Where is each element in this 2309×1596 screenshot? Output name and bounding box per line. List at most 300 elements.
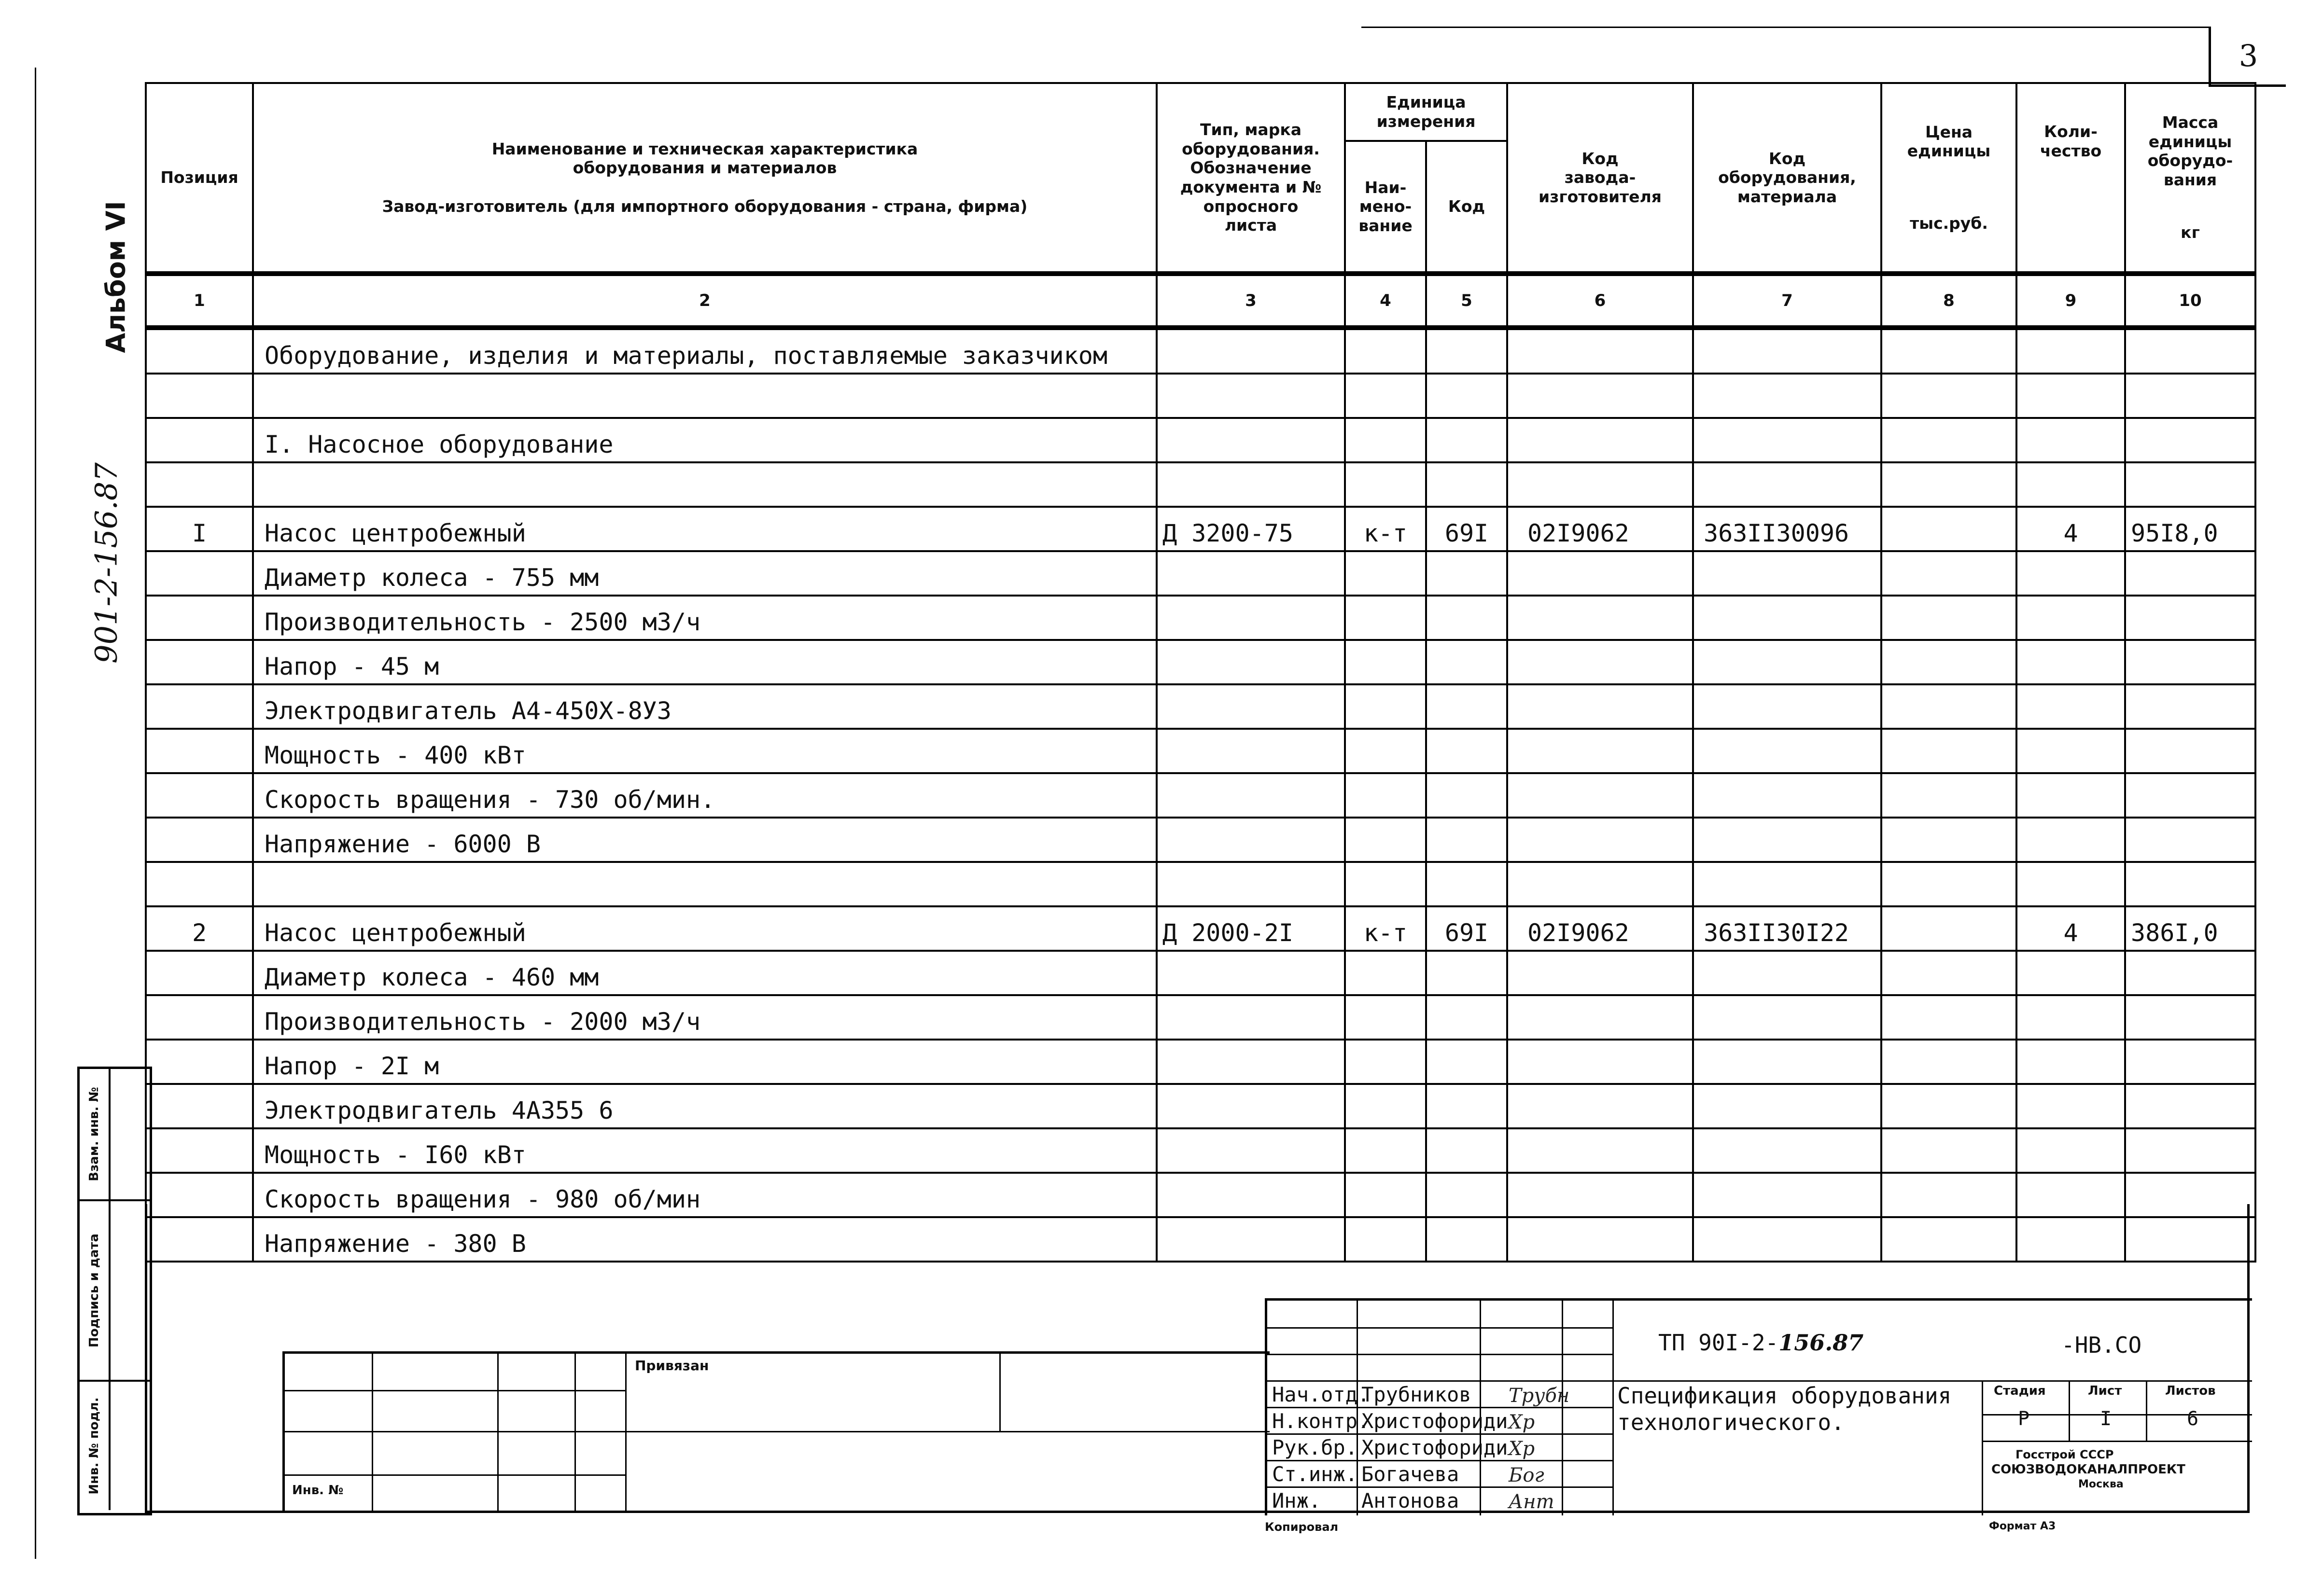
header-price-unit: тыс.руб. [1910,213,1988,233]
table-row [146,328,2255,374]
name-cell: Скорость вращения - 730 об/мин. [253,773,1157,818]
quantity-cell [2016,374,2125,418]
binding-reference-box [282,1351,1270,1513]
unit-code-cell [1426,684,1507,729]
name-cell: Напряжение - 6000 В [253,818,1157,862]
type-cell [1157,374,1345,418]
mass-cell [2125,640,2255,684]
col-number: 4 [1345,274,1426,328]
col-number: 6 [1507,274,1693,328]
album-label: Альбом VI [100,201,131,353]
table-row [146,729,2255,773]
unit-code-cell [1426,418,1507,462]
plant-code-cell [1507,1217,1693,1262]
plant-code-cell [1507,1040,1693,1084]
mass-cell [2125,596,2255,640]
document-suffix: -НВ.СО [2061,1332,2142,1358]
price-cell [1881,773,2016,818]
plant-code-cell [1507,551,1693,596]
table-row [146,640,2255,684]
plant-code-cell [1507,951,1693,995]
unit-code-cell [1426,1217,1507,1262]
equipment-code-cell [1693,862,1881,906]
unit-name-cell [1345,862,1426,906]
sheet-label: Лист [2088,1384,2122,1398]
position-cell [146,418,253,462]
table-row [146,1217,2255,1262]
name-cell [253,862,1157,906]
plant-code-cell: 02I9062 [1507,906,1693,951]
equipment-code-cell [1693,551,1881,596]
plant-code-cell [1507,328,1693,374]
header-type [1157,83,1345,274]
unit-code-cell [1426,596,1507,640]
plant-code-cell [1507,773,1693,818]
col-number: 3 [1157,274,1345,328]
type-cell [1157,328,1345,374]
mass-cell: 386I,0 [2125,906,2255,951]
equipment-code-cell: 363II30I22 [1693,906,1881,951]
unit-code-cell [1426,374,1507,418]
table-row [146,1040,2255,1084]
header-mass-line: единицы [2148,132,2232,151]
mass-cell [2125,551,2255,596]
name-cell: Диаметр колеса - 755 мм [253,551,1157,596]
name-cell: I. Насосное оборудование [253,418,1157,462]
name-cell: Скорость вращения - 980 об/мин [253,1173,1157,1217]
position-cell [146,951,253,995]
unit-name-cell [1345,328,1426,374]
unit-name-cell [1345,1128,1426,1173]
price-cell [1881,995,2016,1040]
table-row [146,1173,2255,1217]
price-cell [1881,418,2016,462]
price-cell [1881,462,2016,507]
signature: Трубн [1509,1385,1570,1407]
unit-code-cell: 69I [1426,507,1507,551]
type-cell [1157,640,1345,684]
quantity-cell: 4 [2016,906,2125,951]
unit-code-cell [1426,1084,1507,1128]
quantity-cell [2016,818,2125,862]
mass-cell [2125,773,2255,818]
mass-cell [2125,684,2255,729]
unit-name-cell [1345,374,1426,418]
strip-cell [80,1201,150,1382]
type-cell [1157,773,1345,818]
plant-code-cell [1507,640,1693,684]
header-mass-unit: кг [2181,223,2200,242]
unit-code-cell [1426,773,1507,818]
unit-name-cell [1345,773,1426,818]
name-cell: Напор - 45 м [253,640,1157,684]
sheet-value: I [2100,1408,2112,1430]
header-type-line: документа и № [1180,178,1322,196]
price-cell [1881,1217,2016,1262]
header-price-line: единицы [1907,141,1991,161]
signer-name: Христофориди [1361,1409,1508,1433]
price-cell [1881,818,2016,862]
plant-code-cell [1507,1084,1693,1128]
equipment-code-cell [1693,995,1881,1040]
price-cell [1881,374,2016,418]
frame-top-line [1361,27,2211,28]
copied-label: Копировал [1265,1520,1339,1534]
col-number: 10 [2125,274,2255,328]
specification-table [145,82,2256,1263]
header-type-line: листа [1224,216,1277,235]
table-row [146,951,2255,995]
unit-code-cell [1426,951,1507,995]
strip-label [80,1201,111,1380]
table-row [146,684,2255,729]
equipment-code-cell: 363II30096 [1693,507,1881,551]
unit-code-cell [1426,462,1507,507]
position-cell [146,1084,253,1128]
name-cell: Электродвигатель А4-450Х-8УЗ [253,684,1157,729]
mass-cell [2125,462,2255,507]
quantity-cell [2016,1084,2125,1128]
name-cell: Производительность - 2500 м3/ч [253,596,1157,640]
unit-code-cell [1426,818,1507,862]
col-number: 5 [1426,274,1507,328]
equipment-code-cell [1693,1217,1881,1262]
unit-code-cell [1426,995,1507,1040]
quantity-cell [2016,328,2125,374]
header-plant-code [1507,83,1693,274]
equipment-code-cell [1693,1040,1881,1084]
position-cell [146,862,253,906]
signer-role: Ст.инж. [1272,1462,1358,1486]
frame-left-line [35,68,36,1559]
equipment-code-cell [1693,462,1881,507]
table-row [146,374,2255,418]
equipment-code-cell [1693,729,1881,773]
price-cell [1881,684,2016,729]
type-cell [1157,818,1345,862]
price-cell [1881,328,2016,374]
header-unit-name [1345,141,1426,274]
title-block [1265,1298,2252,1515]
name-cell: Оборудование, изделия и материалы, поставляемые заказчиком [253,328,1157,374]
header-equip-line: оборудования, [1718,168,1856,187]
type-cell [1157,551,1345,596]
unit-code-cell [1426,1128,1507,1173]
price-cell [1881,1128,2016,1173]
table-row [146,862,2255,906]
header-position: Позиция [146,83,253,274]
document-code-printed: ТП 90I-2- [1658,1330,1779,1356]
unit-name-cell [1345,951,1426,995]
mass-cell [2125,1084,2255,1128]
equipment-code-cell [1693,684,1881,729]
signature: Бог [1509,1464,1544,1486]
plant-code-cell [1507,462,1693,507]
plant-code-cell [1507,374,1693,418]
header-unit-name-line: Наи- [1364,178,1407,197]
price-cell [1881,951,2016,995]
unit-code-cell [1426,328,1507,374]
position-cell [146,374,253,418]
quantity-cell [2016,462,2125,507]
unit-code-cell [1426,729,1507,773]
mass-cell [2125,1217,2255,1262]
mass-cell [2125,951,2255,995]
position-cell [146,1217,253,1262]
signer-name: Христофориди [1361,1436,1508,1459]
type-cell [1157,1040,1345,1084]
price-cell [1881,1173,2016,1217]
quantity-cell [2016,418,2125,462]
unit-code-cell [1426,640,1507,684]
position-cell [146,551,253,596]
type-cell [1157,1217,1345,1262]
position-cell: 2 [146,906,253,951]
name-cell: Насос центробежный [253,906,1157,951]
plant-code-cell [1507,1128,1693,1173]
unit-name-cell [1345,1084,1426,1128]
header-type-line: Обозначение [1190,158,1312,178]
position-cell [146,684,253,729]
name-cell: Мощность - 400 кВт [253,729,1157,773]
plant-code-cell: 02I9062 [1507,507,1693,551]
price-cell [1881,640,2016,684]
unit-name-cell [1345,729,1426,773]
price-cell [1881,507,2016,551]
equipment-code-cell [1693,1084,1881,1128]
price-cell [1881,906,2016,951]
position-cell [146,462,253,507]
quantity-cell [2016,596,2125,640]
mass-cell [2125,818,2255,862]
unit-name-cell [1345,596,1426,640]
strip-cell [80,1382,150,1510]
header-type-line: Тип, марка [1200,120,1301,139]
name-cell: Производительность - 2000 м3/ч [253,995,1157,1040]
position-cell [146,596,253,640]
mass-cell [2125,1173,2255,1217]
plant-code-cell [1507,862,1693,906]
type-cell [1157,729,1345,773]
name-cell: Напор - 2I м [253,1040,1157,1084]
equipment-code-cell [1693,418,1881,462]
header-qty-line: Коли- [2044,122,2098,141]
type-cell [1157,1173,1345,1217]
quantity-cell [2016,862,2125,906]
signer-role: Нач.отд. [1272,1383,1370,1406]
signer-role: Инж. [1272,1489,1321,1513]
header-plant-line: Код [1581,149,1619,168]
header-plant-line: завода- [1564,168,1636,187]
header-equipment-code [1693,83,1881,274]
col-number: 9 [2016,274,2125,328]
stage-value: Р [2018,1408,2030,1430]
quantity-cell [2016,1173,2125,1217]
header-name-line2: оборудования и материалов [573,158,837,178]
quantity-cell [2016,729,2125,773]
plant-code-cell [1507,684,1693,729]
name-cell: Насос центробежный [253,507,1157,551]
binding-strip [77,1067,152,1515]
header-equip-line: Код [1768,149,1806,168]
stage-label: Стадия [1994,1384,2046,1398]
unit-name-cell [1345,684,1426,729]
unit-name-cell [1345,462,1426,507]
header-quantity [2016,83,2125,274]
price-cell [1881,1040,2016,1084]
header-price [1881,83,2016,274]
mass-cell [2125,418,2255,462]
quantity-cell [2016,551,2125,596]
format-label: Формат А3 [1989,1520,2056,1532]
quantity-cell [2016,640,2125,684]
position-cell [146,995,253,1040]
price-cell [1881,862,2016,906]
header-mass-line: оборудо- [2147,151,2233,170]
strip-label [80,1382,111,1510]
header-type-line: оборудования. [1182,139,1320,158]
name-cell: Электродвигатель 4А355 6 [253,1084,1157,1128]
strip-label-text: Инв. № подл. [87,1397,101,1495]
org-line3: Москва [2078,1478,2124,1490]
unit-name-cell [1345,995,1426,1040]
quantity-cell [2016,684,2125,729]
position-cell [146,1128,253,1173]
signer-name: Трубников [1361,1383,1471,1406]
unit-name-cell: к-т [1345,906,1426,951]
header-name [253,83,1157,274]
org-line2: СОЮЗВОДОКАНАЛПРОЕКТ [1991,1462,2185,1477]
type-cell: Д 3200-75 [1157,507,1345,551]
unit-code-cell [1426,862,1507,906]
header-plant-line: изготовителя [1539,187,1662,206]
header-name-line1: Наименование и техническая характеристика [491,139,918,158]
header-unit-name-line: мено- [1359,197,1412,216]
table-row [146,995,2255,1040]
plant-code-cell [1507,995,1693,1040]
table-row [146,418,2255,462]
table-row [146,551,2255,596]
name-cell: Мощность - I60 кВт [253,1128,1157,1173]
equipment-code-cell [1693,1128,1881,1173]
table-row [146,773,2255,818]
header-unit-group [1345,83,1507,141]
strip-cell [80,1069,150,1201]
header-unit-line: измерения [1376,112,1476,131]
mass-cell: 95I8,0 [2125,507,2255,551]
position-cell [146,818,253,862]
signature: Хр [1509,1438,1535,1460]
unit-code-cell [1426,1040,1507,1084]
strip-label-text: Подпись и дата [87,1233,101,1348]
position-cell [146,640,253,684]
sheets-value: 6 [2187,1408,2199,1430]
plant-code-cell [1507,1173,1693,1217]
type-cell [1157,951,1345,995]
position-cell [146,1040,253,1084]
quantity-cell [2016,1040,2125,1084]
strip-label-text: Взам. инв. № [87,1087,101,1181]
header-mass [2125,83,2255,274]
position-cell [146,773,253,818]
header-unit-code: Код [1426,141,1507,274]
table-row [146,1128,2255,1173]
type-cell [1157,684,1345,729]
unit-name-cell: к-т [1345,507,1426,551]
page-number: 3 [2209,27,2286,87]
mass-cell [2125,862,2255,906]
mass-cell [2125,729,2255,773]
unit-name-cell [1345,1217,1426,1262]
header-price-line: Цена [1925,122,1973,141]
plant-code-cell [1507,596,1693,640]
type-cell [1157,418,1345,462]
col-number: 2 [253,274,1157,328]
header-mass-line: Масса [2162,113,2219,132]
name-cell [253,462,1157,507]
equipment-code-cell [1693,374,1881,418]
header-equip-line: материала [1737,187,1837,206]
table-row [146,507,2255,551]
quantity-cell [2016,773,2125,818]
inv-label: Инв. № [292,1483,344,1498]
unit-name-cell [1345,418,1426,462]
name-cell: Диаметр колеса - 460 мм [253,951,1157,995]
mass-cell [2125,1128,2255,1173]
price-cell [1881,1084,2016,1128]
col-number: 8 [1881,274,2016,328]
price-cell [1881,551,2016,596]
mass-cell [2125,995,2255,1040]
equipment-code-cell [1693,773,1881,818]
side-document-number: 901-2-156.87 [88,462,124,664]
signer-role: Рук.бр. [1272,1436,1358,1459]
col-number: 7 [1693,274,1881,328]
position-cell: I [146,507,253,551]
unit-name-cell [1345,551,1426,596]
unit-name-cell [1345,640,1426,684]
price-cell [1881,596,2016,640]
name-cell: Напряжение - 380 В [253,1217,1157,1262]
sheets-label: Листов [2165,1384,2216,1398]
signer-name: Антонова [1361,1489,1459,1513]
document-code-handwritten: 156.87 [1778,1330,1864,1356]
mass-cell [2125,1040,2255,1084]
document-title-line2: технологического. [1617,1409,1845,1435]
plant-code-cell [1507,729,1693,773]
unit-name-cell [1345,1173,1426,1217]
position-cell [146,729,253,773]
table-row [146,1084,2255,1128]
type-cell [1157,1084,1345,1128]
position-cell [146,328,253,374]
type-cell [1157,995,1345,1040]
quantity-cell [2016,995,2125,1040]
name-cell [253,374,1157,418]
equipment-code-cell [1693,1173,1881,1217]
col-number: 1 [146,274,253,328]
unit-code-cell: 69I [1426,906,1507,951]
equipment-code-cell [1693,596,1881,640]
table-row [146,818,2255,862]
document-title-line1: Спецификация оборудования [1617,1383,1952,1409]
equipment-code-cell [1693,951,1881,995]
privyazan-label: Привязан [635,1358,709,1374]
equipment-code-cell [1693,328,1881,374]
header-unit-line: Единица [1386,93,1466,112]
unit-code-cell [1426,1173,1507,1217]
signature: Ант [1509,1491,1554,1513]
